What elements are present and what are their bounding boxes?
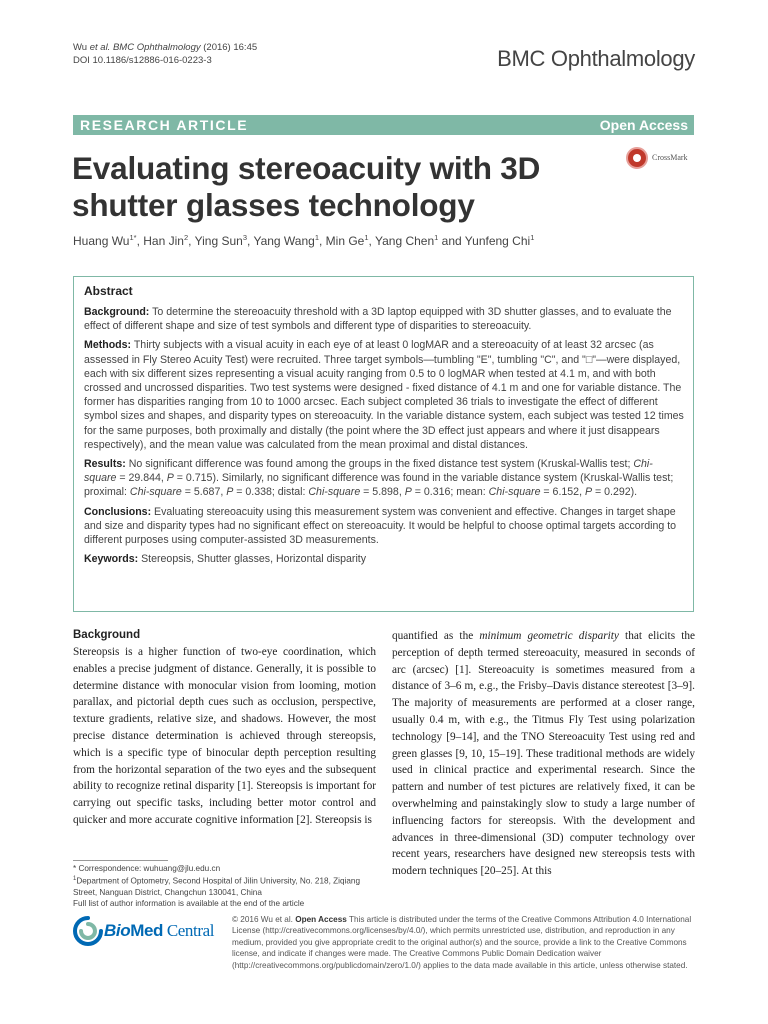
crossmark-badge[interactable] — [626, 147, 696, 171]
author[interactable]: Min Ge$^1$ — [325, 233, 369, 248]
biomed-central-wordmark: BioMed Central — [104, 921, 215, 940]
footnote-divider — [73, 860, 168, 861]
citation-block — [73, 41, 257, 67]
article-title: Evaluating stereoacuity with 3D shutter glasses technology — [72, 150, 541, 223]
author[interactable]: Yang Chen$^1$ — [374, 233, 439, 248]
author[interactable]: Huang $Wu^{1*}$ — [73, 233, 137, 248]
author[interactable]: Yang Wang$^1$ — [253, 233, 319, 248]
author-info-note: Full list of author information is available at the end of the article — [73, 899, 305, 909]
section-heading-background: Background — [73, 629, 141, 641]
article-type-label: RESEARCH ARTICLE — [80, 117, 249, 133]
abstract-methods: Methods: Thirty subjects with a visual acuity in each eye of at least 0 logMAR and a stereoacuity of at least 32 arcsec (as assessed in Fly Stereo Acuity Test) were recruited. Three target symbols—tumbling "E", tumbling "C", and "□"—were displayed, each with six different sizes representing a visual acuity ranging from 0.5 to 0 logMAR when tested at 4.1 m, and with both crossed and uncrossed disparities. Two test systems were designed - fixed distance of 4.1 m and one for variable distance. The former has disparities ranging from 10 to 1000 arcsec. Each subject completed 36 trials to investigate the effect of different symbol sizes and shapes, and disparity types on stereoacuity. In the variable distance system, each subject was tested 12 times for the same purposes, both proximally and distally (the point where the 3D effect just appears and where it just disappears respectively), and the mean value was calculated from the mean proximal and distal distances. — [84, 339, 684, 451]
correspondence-email[interactable]: * Correspondence: wuhuang@jlu.edu.cn — [73, 864, 221, 873]
body-paragraph: Stereopsis is a higher function of two-eye coordination, which enables a precise judgment of distance. Generally, it is possible to determine distance with monocular vision from looming, motion parallax, and pictorial depth cues such as occlusion, perspective, texture gradients, relative size, and shadows. However, the most precise distance determination is achieved through stereopsis, which is a specific type of binocular depth perception resulting from the horizontal separation of the two eyes and the subsequent ability to recognize retinal disparity [1]. Stereopsis is important for carrying out specific tasks, including better motor control and quicker and more accurate cognitive information [2]. Stereopsis is — [73, 646, 376, 826]
author[interactable]: Yunfeng Chi$^1$ — [464, 233, 535, 248]
doi-link[interactable]: DOI 10.1186/s12886-016-0223-3 — [73, 55, 212, 66]
article-type-banner — [73, 115, 694, 135]
affiliation: $^1$Department of Optometry, Second Hospital of Jilin University, No. 218, Ziqiang Street, Nanguan District, Changchun 130041, China — [73, 876, 360, 898]
abstract-heading: Abstract — [84, 284, 133, 298]
license-text: © 2016 Wu et al. Open Access This article is distributed under the terms of the Creative Commons Attribution 4.0 International License (http://creativecommons.org/licenses/by/4.0/), which permits unrestricted use, distribution, and reproduction in any medium, provided you give appropriate credit to the original author(s) and the source, provide a link to the Creative Commons license, and indicate if changes were made. The Creative Commons Public Domain Dedication waiver (http://creativecommons.org/publicdomain/zero/1.0/) applies to the data made available in this article, unless otherwise stated. — [232, 915, 692, 970]
abstract-results: Results: No significant difference was found among the groups in the fixed distance test system (Kruskal-Wallis test; Chi-square = 29.844, P = 0.715). Similarly, no significant difference was found in the variable distance system (Kruskal-Wallis test; proximal: Chi-square = 5.687, P = 0.338; distal: Chi-square = 5.898, P = 0.316; mean: Chi-square = 6.152, P = 0.292). — [84, 458, 674, 499]
abstract-background: Background: To determine the stereoacuity threshold with a 3D laptop equipped with 3D shutter glasses, and to evaluate the effect of different shape and size of test symbols and different type of disparities to stereoacuity. — [84, 306, 672, 333]
abstract-conclusions: Conclusions: Evaluating stereoacuity using this measurement system was convenient and effective. Changes in target shape and size and disparity types had no significant effect on stereoacuity. It would be helpful to choose optimal targets according to different purposes using computer-assisted 3D measurements. — [84, 505, 677, 547]
abstract-keywords: Keywords: Stereopsis, Shutter glasses, Horizontal disparity — [84, 553, 367, 566]
crossmark-label: CrossMark — [652, 153, 688, 162]
crossmark-icon — [626, 147, 648, 169]
author[interactable]: Ying Sun$^3$ — [194, 233, 247, 248]
body-paragraph: quantified as the minimum geometric disparity that elicits the perception of depth termed stereoacuity, measured in seconds of arc (arcsec) [1]. Stereoacuity is sometimes measured from a distance of 3–6 m, e.g., the Frisby–Davis distance stereotest [3–9]. The majority of measurements are performed at a closer range, usually 0.4 m, with e.g., the Titmus Fly Test using polarization technology [9–14], and the TNO Stereoacuity Test using red and green glasses [9, 10, 15–19]. These traditional methods are widely used in clinical practice and experimental research. Since the pattern and number of test pictures are relatively fixed, it can be overwhelming and painstakingly slow to study a large number of influencing factors for stereopsis. With the development and advances in three-dimensional (3D) computer technology over recent years, researchers have designed new stereopsis tests with modern techniques [20–25]. At this — [392, 630, 695, 878]
abstract-box — [73, 276, 694, 612]
author-list: Huang $Wu^{1*}$, Han Jin$^2$, Ying Sun$^3$, Yang Wang$^1$, Min Ge$^1$, Yang Chen$^1$ and Yunfeng Chi$^1$ — [73, 233, 535, 248]
citation-journal: BMC Ophthalmology — [112, 42, 201, 53]
body-column-right — [392, 628, 695, 880]
biomed-central-logo[interactable] — [73, 915, 223, 949]
biomed-central-icon — [73, 916, 103, 946]
author[interactable]: Han Jin$^2$ — [143, 233, 189, 248]
journal-name: BMC Ophthalmology — [497, 46, 695, 71]
open-access-label: Open Access — [599, 117, 688, 133]
citation-line: Wu et al. BMC Ophthalmology (2016) 16:45 — [73, 42, 258, 53]
citation-etal: et al. — [89, 42, 111, 53]
body-column-left — [73, 628, 376, 829]
footnotes — [73, 863, 373, 910]
